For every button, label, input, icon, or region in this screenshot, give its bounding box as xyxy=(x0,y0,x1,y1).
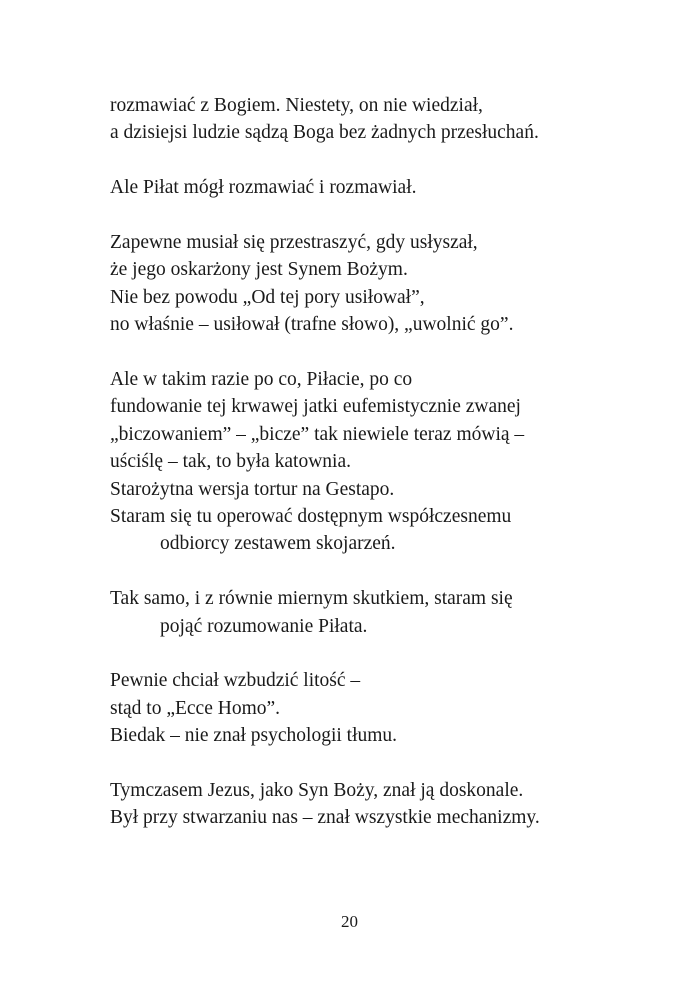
verse-line: „biczowaniem” – „bicze” tak niewiele teraz mówią – xyxy=(110,423,525,445)
verse-line: Staram się tu operować dostępnym współczesnemu xyxy=(110,506,512,528)
verse-line: Biedak – nie znał psychologii tłumu. xyxy=(110,725,398,747)
verse-line: Ale Piłat mógł rozmawiać i rozmawiał. xyxy=(110,177,417,199)
verse-line: Nie bez powodu „Od tej pory usiłował”, xyxy=(110,286,425,308)
poem-text xyxy=(110,92,670,859)
verse-line: stąd to „Ecce Homo”. xyxy=(110,697,281,719)
stanza-4 xyxy=(110,366,670,558)
verse-line-continuation: odbiorcy zestawem skojarzeń. xyxy=(160,533,396,555)
verse-line: Ale w takim razie po co, Piłacie, po co xyxy=(110,369,413,391)
stanza-3 xyxy=(110,229,670,339)
verse-line-continuation: pojąć rozumowanie Piłata. xyxy=(160,615,368,637)
page-number: 20 xyxy=(341,912,358,931)
verse-line: Starożytna wersja tortur na Gestapo. xyxy=(110,478,395,500)
verse-line: że jego oskarżony jest Synem Bożym. xyxy=(110,259,408,281)
stanza-7 xyxy=(110,777,670,832)
stanza-5 xyxy=(110,585,670,640)
stanza-6 xyxy=(110,667,670,749)
verse-line: Był przy stwarzaniu nas – znał wszystkie mechanizmy. xyxy=(110,807,540,829)
verse-line: no właśnie – usiłował (trafne słowo), „uwolnić go”. xyxy=(110,314,514,336)
verse-line: fundowanie tej krwawej jatki eufemistycznie zwanej xyxy=(110,396,521,418)
verse-line: Pewnie chciał wzbudzić litość – xyxy=(110,670,361,692)
stanza-2 xyxy=(110,174,670,201)
verse-line: a dzisiejsi ludzie sądzą Boga bez żadnych przesłuchań. xyxy=(110,122,539,144)
verse-line: Tymczasem Jezus, jako Syn Boży, znał ją doskonale. xyxy=(110,780,524,802)
verse-line: rozmawiać z Bogiem. Niestety, on nie wiedział, xyxy=(110,95,483,116)
verse-line: Zapewne musiał się przestraszyć, gdy usłyszał, xyxy=(110,232,478,253)
stanza-1 xyxy=(110,92,670,147)
verse-line: uściślę – tak, to była katownia. xyxy=(110,451,351,473)
verse-line: Tak samo, i z równie miernym skutkiem, staram się xyxy=(110,588,513,610)
